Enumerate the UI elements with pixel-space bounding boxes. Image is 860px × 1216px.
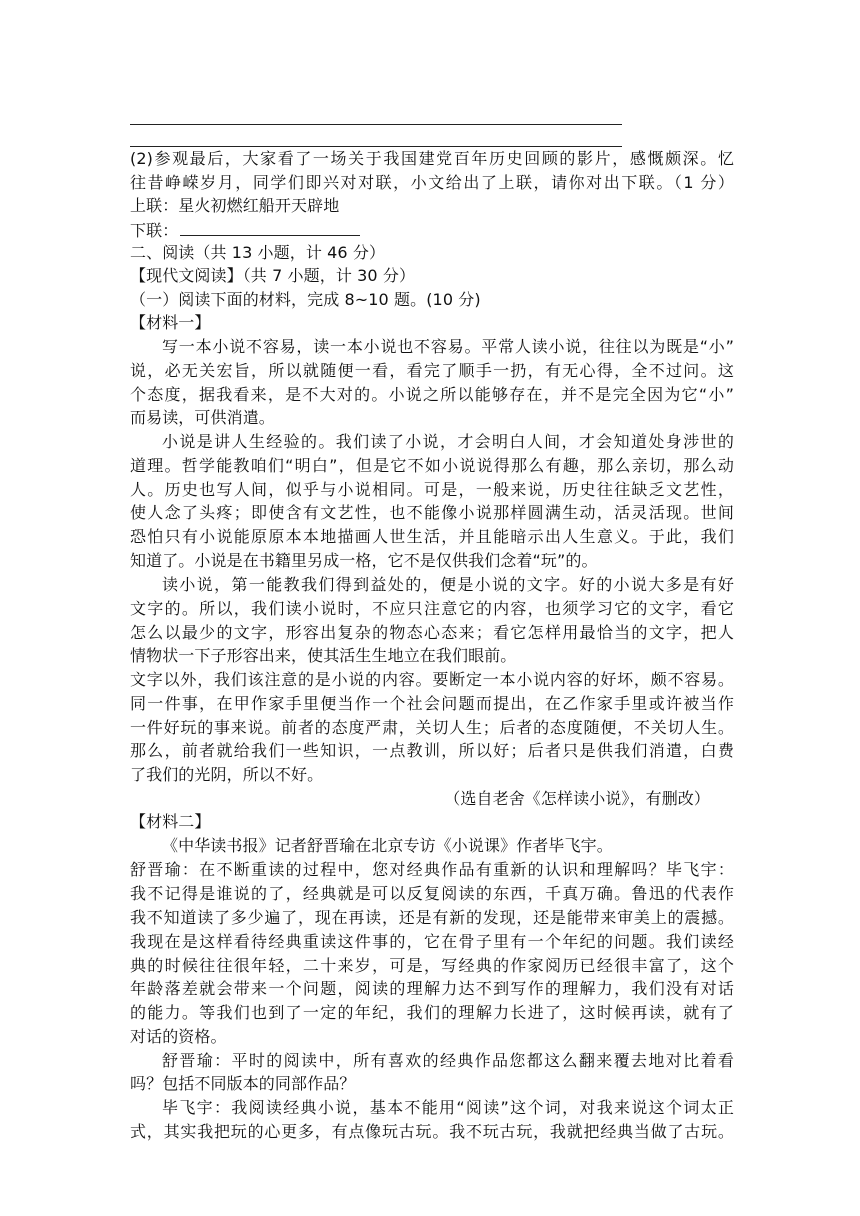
m2-line: 《中华读书报》记者舒晋瑜在北京专访《小说课》作者毕飞宇。 [162, 836, 613, 855]
m2-line: 年龄落差就会带来一个问题，阅读的理解力达不到写作的理解力，我们没有对话 [130, 979, 734, 998]
answer-line-1 [130, 124, 622, 125]
modern-reading-title: 【现代文阅读】（共 7 小题，计 30 分） [130, 266, 416, 285]
m2-line: 我不知道读了多少遍了，现在再读，还是有新的发现，还是能带来审美上的震撼。 [130, 908, 734, 927]
m1-line: 恐怕只有小说能原原本本地描画人世生活，并且能暗示出人生意义。于此，我们 [130, 527, 734, 546]
m2-line: 吗？包括不同版本的同部作品？ [130, 1074, 356, 1093]
m1-line: 文字的。所以，我们读小说时，不应只注意它的内容，也须学习它的文字，看它 [130, 599, 734, 618]
m1-line: 道理。哲学能教咱们“明白”，但是它不如小说说得那么有趣，那么亲切，那么动 [130, 456, 734, 475]
m2-line: 的能力。等我们也到了一定的年纪，我们的理解力长进了，这时候再读，就有了 [130, 1003, 734, 1022]
q2-line-2: 往昔峥嵘岁月，同学们即兴对对联，小文给出了上联，请你对出下联。（1 分） [130, 173, 734, 192]
upper-couplet: 上联：星火初燃红船开天辟地 [130, 196, 340, 215]
m1-line: 情物状一下子形容出来，使其活生生地立在我们眼前。 [130, 646, 517, 665]
m1-line: 了我们的光阴，所以不好。 [130, 765, 324, 784]
m1-line: 而易读，可供消遣。 [130, 408, 275, 427]
m1-line: 同一件事，在甲作家手里便当作一个社会问题而提出，在乙作家手里或许被当作 [130, 694, 734, 713]
part-one-instruction: （一）阅读下面的材料，完成 8~10 题。(10 分) [130, 290, 481, 309]
m1-line: 文字以外，我们该注意的是小说的内容。要断定一本小说内容的好坏，颇不容易。 [130, 670, 734, 689]
m2-line: 我不记得是谁说的了，经典就是可以反复阅读的东西，千真万确。鲁迅的代表作 [130, 884, 734, 903]
m1-line: 人。历史也写人间，似乎与小说相同。可是，一般来说，历史往往缺乏文艺性， [130, 480, 734, 499]
m2-line: 对话的资格。 [130, 1027, 227, 1046]
m2-line: 舒晋瑜：平时的阅读中，所有喜欢的经典作品您都这么翻来覆去地对比着看 [162, 1051, 734, 1070]
material-one-title: 【材料一】 [130, 313, 211, 332]
material-one-source: （选自老舍《怎样读小说》，有删改） [444, 789, 710, 808]
m1-line: 使人念了头疼；即使含有文艺性，也不能像小说那样圆满生动，活灵活现。世间 [130, 503, 734, 522]
m1-line: 说，必无关宏旨，所以就随便一看，看完了顺手一扔，有无心得，全不过问。这 [130, 361, 734, 380]
lower-couplet [130, 219, 734, 242]
m1-line: 写一本小说不容易，读一本小说也不容易。平常人读小说，往往以为既是“小” [162, 337, 734, 356]
m1-line: 读小说，第一能教我们得到益处的，便是小说的文字。好的小说大多是有好 [162, 575, 734, 594]
m1-line: 小说是讲人生经验的。我们读了小说，才会明白人间，才会知道处身涉世的 [162, 432, 734, 451]
m1-line: 怎么以最少的文字，形容出复杂的物态心态来；看它怎样用最恰当的文字，把人 [130, 623, 734, 642]
m1-line: 知道了。小说是在书籍里另成一格，它不是仅供我们念着“玩”的。 [130, 551, 598, 570]
answer-line-2 [130, 146, 622, 147]
m2-line: 我现在是这样看待经典重读这件事的，它在骨子里有一个年纪的问题。我们读经 [130, 932, 734, 951]
q2-line-1: (2)参观最后，大家看了一场关于我国建党百年历史回顾的影片，感慨颇深。忆 [130, 149, 734, 168]
m1-line: 一件好玩的事来说。前者的态度严肃，关切人生；后者的态度随便，不关切人生。 [130, 718, 734, 737]
lower-couplet-blank[interactable] [180, 219, 360, 236]
m2-line: 式，其实我把玩的心更多，有点像玩古玩。我不玩古玩，我就把经典当做了古玩。 [130, 1122, 734, 1141]
m2-line: 毕飞宇：我阅读经典小说，基本不能用“阅读”这个词，对我来说这个词太正 [162, 1098, 734, 1117]
section-heading: 二、阅读（共 13 小题，计 46 分） [130, 243, 386, 262]
lower-couplet-label: 下联： [130, 221, 179, 240]
m2-line: 舒晋瑜：在不断重读的过程中，您对经典作品有重新的认识和理解吗？毕飞宇： [130, 860, 734, 879]
m1-line: 那么，前者就给我们一些知识，一点教训，所以好；后者只是供我们消遣，白费 [130, 741, 734, 760]
material-two-title: 【材料二】 [130, 812, 211, 831]
m1-line: 个态度，据我看来，是不大对的。小说之所以能够存在，并不是完全因为它“小” [130, 385, 734, 404]
m2-line: 典的时候往往很年轻，二十来岁，可是，写经典的作家阅历已经很丰富了，这个 [130, 956, 734, 975]
